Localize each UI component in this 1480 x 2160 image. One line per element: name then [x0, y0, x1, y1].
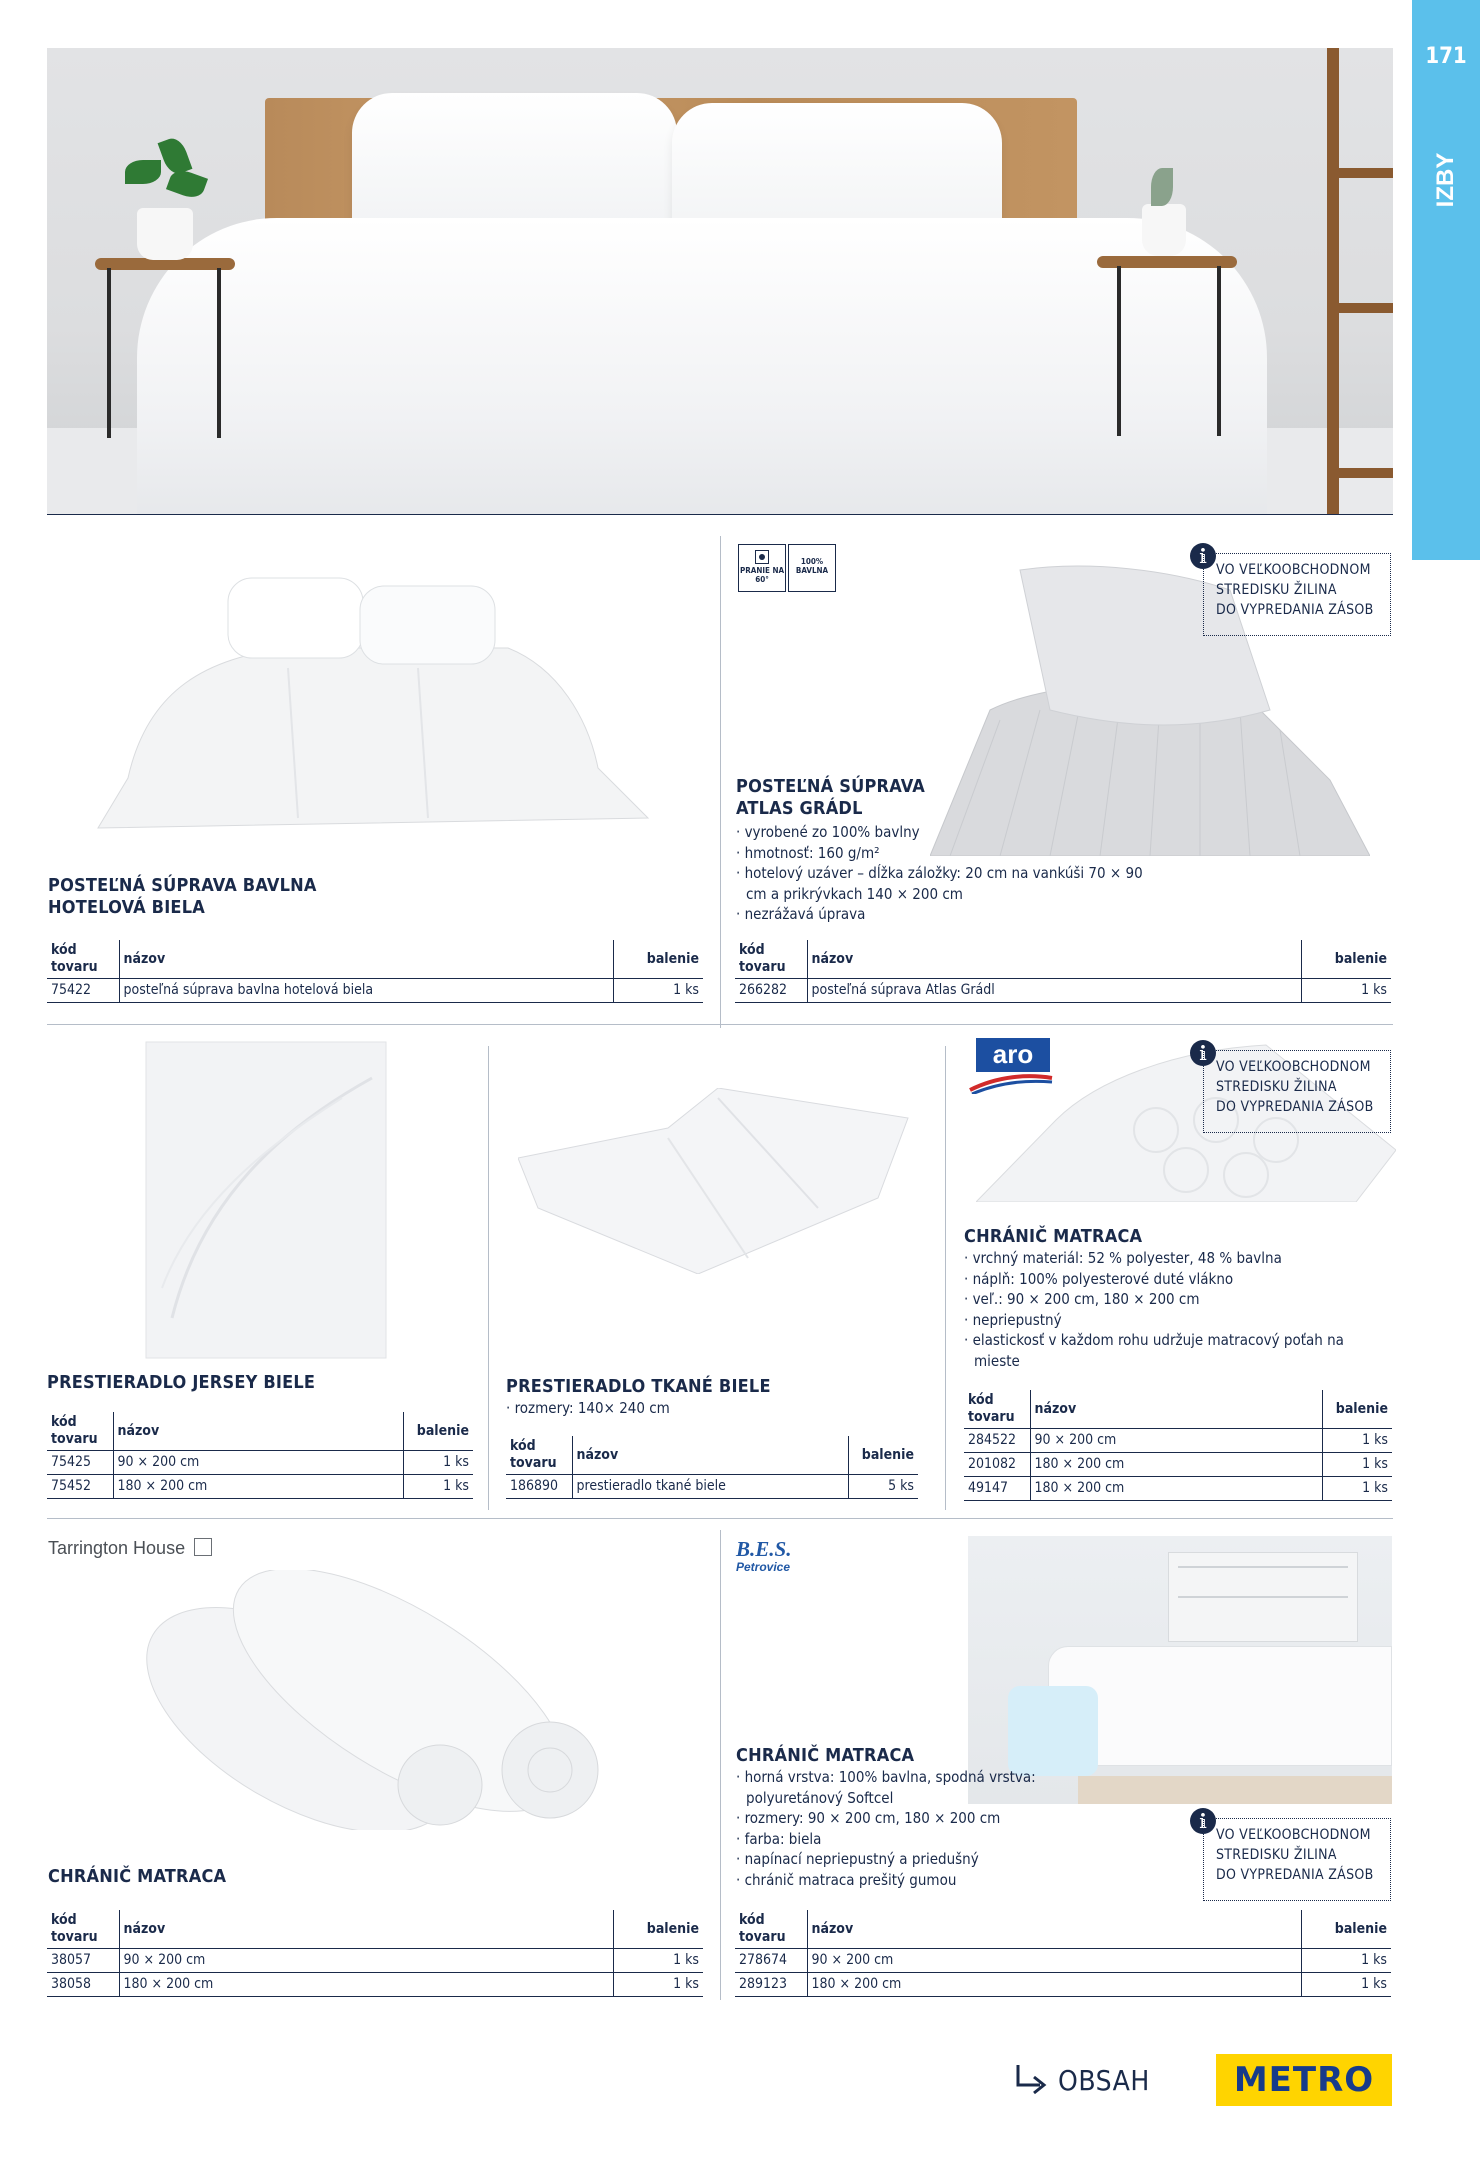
code-cell: 38057 — [47, 1949, 119, 1973]
section-label: IZBY — [1432, 152, 1459, 208]
product-title-line2: HOTELOVÁ BIELA — [48, 897, 205, 918]
name-cell: posteľná súprava Atlas Grádl — [807, 979, 1301, 1003]
feature-list — [964, 1248, 1384, 1371]
product-image-bedding-hotel-white — [88, 568, 670, 848]
table-row — [735, 979, 1391, 1003]
name-cell: 180 × 200 cm — [113, 1475, 403, 1499]
feature-list — [506, 1398, 806, 1419]
col-name: názov — [119, 1910, 613, 1949]
aro-brand-logo: aro — [968, 1038, 1054, 1092]
name-cell: 90 × 200 cm — [119, 1949, 613, 1973]
code-cell: 278674 — [735, 1949, 807, 1973]
name-cell: prestieradlo tkané biele — [572, 1475, 848, 1499]
product-title: CHRÁNIČ MATRACA — [48, 1866, 227, 1887]
name-cell: 180 × 200 cm — [1030, 1453, 1322, 1477]
table-row — [47, 1475, 473, 1499]
page-number: 171 — [1425, 44, 1467, 69]
tarrington-house-brand: Tarrington House — [48, 1538, 212, 1559]
pack-cell: 1 ks — [403, 1475, 473, 1499]
contents-link[interactable] — [1014, 2060, 1150, 2100]
feature-list — [736, 822, 1166, 925]
col-name: názov — [572, 1436, 848, 1475]
col-code: kód — [739, 1912, 765, 1928]
info-icon: i — [1190, 1040, 1216, 1066]
table-row — [735, 1973, 1391, 1997]
name-cell: posteľná súprava bavlna hotelová biela — [119, 979, 613, 1003]
pack-cell: 1 ks — [1301, 1973, 1391, 1997]
feature-item: · horná vrstva: 100% bavlna, spodná vrstva: polyuretánový Softcel — [736, 1767, 1036, 1808]
product-title: POSTEĽNÁ SÚPRAVA — [736, 776, 925, 797]
name-cell: 180 × 200 cm — [1030, 1477, 1322, 1501]
table-row — [47, 1973, 703, 1997]
name-cell: 90 × 200 cm — [807, 1949, 1301, 1973]
feature-item: · elastickosť v každom rohu udržuje matracový poťah na mieste — [964, 1330, 1384, 1371]
feature-item: · rozmery: 90 × 200 cm, 180 × 200 cm — [736, 1808, 1036, 1829]
col-pack: balenie — [1301, 940, 1391, 979]
col-name: názov — [119, 940, 613, 979]
feature-item: · veľ.: 90 × 200 cm, 180 × 200 cm — [964, 1289, 1384, 1310]
product-title: CHRÁNIČ MATRACA — [736, 1745, 915, 1766]
product-image-sheet-woven — [518, 1088, 914, 1274]
availability-notice: VO VEĽKOOBCHODNOM STREDISKU ŽILINA DO VYPREDANIA ZÁSOB — [1203, 1818, 1391, 1901]
col-name: názov — [113, 1412, 403, 1451]
house-icon — [194, 1538, 212, 1556]
product-image-mattress-protector-rolled — [110, 1570, 650, 1830]
col-pack: balenie — [1301, 1910, 1391, 1949]
table-row — [964, 1477, 1392, 1501]
product-table: kód tovaru názov balenie 284522 90 × 200 cm 1 ks 201082 180 × 200 cm 1 ks 49147 180 × 200 cm 1 ks — [964, 1390, 1392, 1501]
table-row — [964, 1453, 1392, 1477]
feature-item: · nepriepustný — [964, 1310, 1384, 1331]
product-table: kód tovaru názov balenie 75422 posteľná súprava bavlna hotelová biela 1 ks — [47, 940, 703, 1003]
col-code: kód — [51, 1912, 77, 1928]
product-table: kód tovaru názov balenie 278674 90 × 200 cm 1 ks 289123 180 × 200 cm 1 ks — [735, 1910, 1391, 1997]
pack-cell: 1 ks — [1301, 1949, 1391, 1973]
feature-item: · chránič matraca prešitý gumou — [736, 1870, 1036, 1891]
col-name: názov — [807, 940, 1301, 979]
name-cell: 90 × 200 cm — [113, 1451, 403, 1475]
table-row — [47, 1949, 703, 1973]
info-icon: i — [1190, 543, 1216, 569]
product-table: kód tovaru názov balenie 266282 posteľná súprava Atlas Grádl 1 ks — [735, 940, 1391, 1003]
code-cell: 49147 — [964, 1477, 1030, 1501]
table-row — [506, 1475, 918, 1499]
table-row — [964, 1429, 1392, 1453]
product-table: kód tovaru názov balenie 186890 prestieradlo tkané biele 5 ks — [506, 1436, 918, 1499]
table-row — [47, 979, 703, 1003]
feature-item: · rozmery: 140× 240 cm — [506, 1398, 806, 1419]
name-cell: 90 × 200 cm — [1030, 1429, 1322, 1453]
col-code: kód — [968, 1392, 994, 1408]
code-cell: 38058 — [47, 1973, 119, 1997]
feature-list — [736, 1767, 1036, 1890]
product-title: PRESTIERADLO JERSEY BIELE — [47, 1372, 316, 1393]
col-code: kód — [51, 942, 77, 958]
pack-cell: 1 ks — [613, 1949, 703, 1973]
availability-notice: VO VEĽKOOBCHODNOM STREDISKU ŽILINA DO VYPREDANIA ZÁSOB — [1203, 1050, 1391, 1133]
feature-item: · náplň: 100% polyesterové duté vlákno — [964, 1269, 1384, 1290]
feature-item: · nezrážavá úprava — [736, 904, 1166, 925]
product-image-sheet-jersey — [142, 1038, 392, 1360]
col-name: názov — [807, 1910, 1301, 1949]
contents-link-label: OBSAH — [1058, 2063, 1150, 2097]
product-table: kód tovaru názov balenie 38057 90 × 200 cm 1 ks 38058 180 × 200 cm 1 ks — [47, 1910, 703, 1997]
product-title-line2: ATLAS GRÁDL — [736, 798, 863, 819]
col-code: kód — [510, 1438, 536, 1454]
name-cell: 180 × 200 cm — [119, 1973, 613, 1997]
code-cell: 75422 — [47, 979, 119, 1003]
info-icon: i — [1190, 1808, 1216, 1834]
col-name: názov — [1030, 1390, 1322, 1429]
col-pack: balenie — [403, 1412, 473, 1451]
pack-cell: 1 ks — [613, 1973, 703, 1997]
bes-petrovice-brand-logo: B.E.S. Petrovice — [736, 1537, 792, 1574]
return-arrow-icon — [1014, 2063, 1050, 2097]
pack-cell: 1 ks — [403, 1451, 473, 1475]
code-cell: 201082 — [964, 1453, 1030, 1477]
pack-cell: 1 ks — [1322, 1453, 1392, 1477]
product-title: POSTEĽNÁ SÚPRAVA BAVLNA — [48, 875, 317, 896]
product-table: kód tovaru názov balenie 75425 90 × 200 cm 1 ks 75452 180 × 200 cm 1 ks — [47, 1412, 473, 1499]
col-pack: balenie — [613, 1910, 703, 1949]
cotton-100-badge: 100% BAVLNA — [788, 544, 836, 592]
feature-item: · hotelový uzáver – dĺžka záložky: 20 cm na vankúši 70 × 90 cm a prikrývkach 140 × 200 cm — [736, 863, 1166, 904]
availability-notice: VO VEĽKOOBCHODNOM STREDISKU ŽILINA DO VYPREDANIA ZÁSOB — [1203, 553, 1391, 636]
product-image-mattress-protector-bes — [968, 1536, 1392, 1804]
section-tab — [1412, 0, 1480, 560]
code-cell: 266282 — [735, 979, 807, 1003]
col-pack: balenie — [1322, 1390, 1392, 1429]
pack-cell: 1 ks — [1322, 1477, 1392, 1501]
code-cell: 186890 — [506, 1475, 572, 1499]
table-row — [47, 1451, 473, 1475]
hero-bedroom-image — [47, 48, 1393, 514]
feature-item: · farba: biela — [736, 1829, 1036, 1850]
col-pack: balenie — [848, 1436, 918, 1475]
washing-60-icon: PRANIE NA 60° — [738, 544, 786, 592]
code-cell: 75425 — [47, 1451, 113, 1475]
feature-item: · hmotnosť: 160 g/m² — [736, 843, 1166, 864]
pack-cell: 1 ks — [1322, 1429, 1392, 1453]
pack-cell: 1 ks — [613, 979, 703, 1003]
col-code: kód — [51, 1414, 77, 1430]
pack-cell: 5 ks — [848, 1475, 918, 1499]
feature-item: · vrchný materiál: 52 % polyester, 48 % bavlna — [964, 1248, 1384, 1269]
product-title: PRESTIERADLO TKANÉ BIELE — [506, 1376, 771, 1397]
feature-item: · vyrobené zo 100% bavlny — [736, 822, 1166, 843]
product-title: CHRÁNIČ MATRACA — [964, 1226, 1143, 1247]
col-code: kód — [739, 942, 765, 958]
code-cell: 284522 — [964, 1429, 1030, 1453]
pack-cell: 1 ks — [1301, 979, 1391, 1003]
table-row — [735, 1949, 1391, 1973]
name-cell: 180 × 200 cm — [807, 1973, 1301, 1997]
code-cell: 289123 — [735, 1973, 807, 1997]
code-cell: 75452 — [47, 1475, 113, 1499]
feature-item: · napínací nepriepustný a priedušný — [736, 1849, 1036, 1870]
metro-logo: METRO — [1216, 2054, 1392, 2106]
col-pack: balenie — [613, 940, 703, 979]
